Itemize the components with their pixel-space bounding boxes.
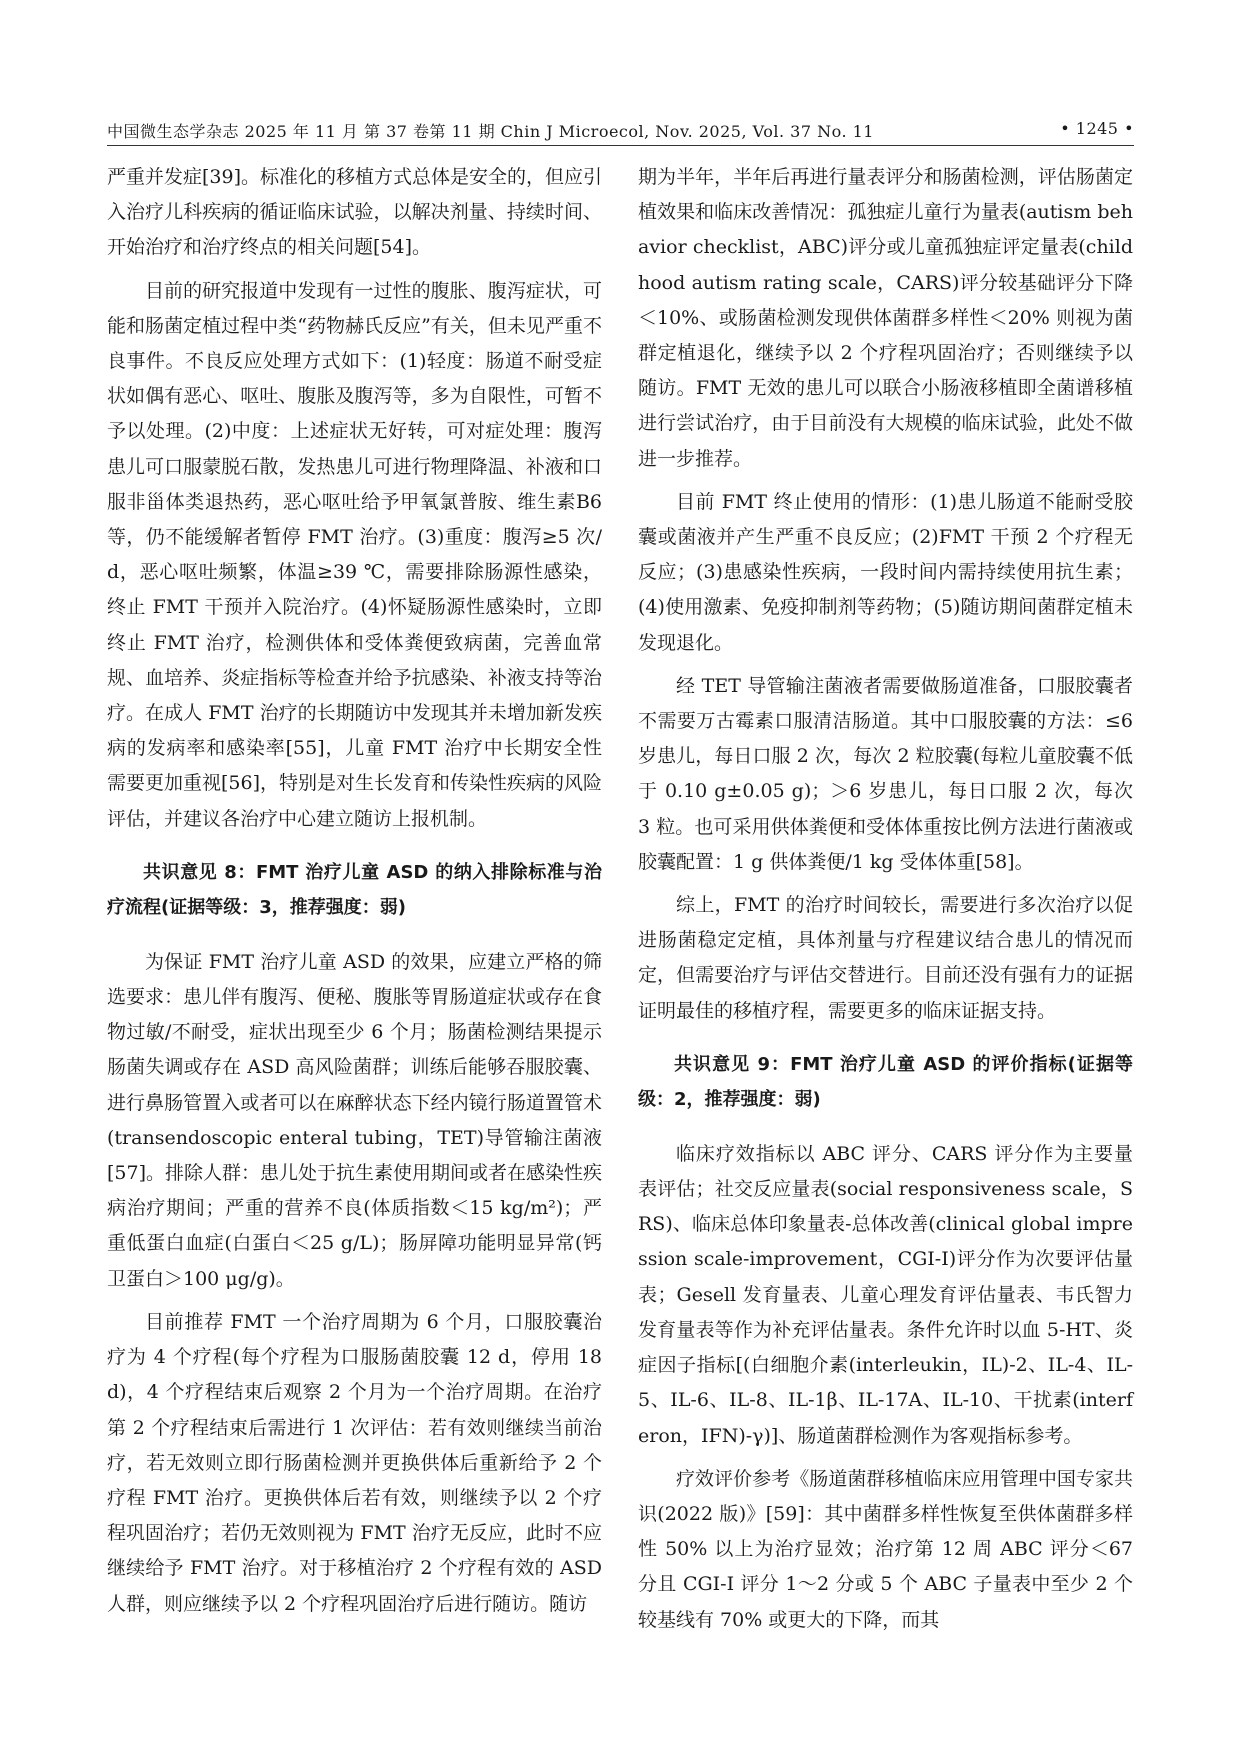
consensus-heading: 共识意见 9：FMT 治疗儿童 ASD 的评价指标(证据等级：2，推荐强度：弱): [638, 1053, 1133, 1110]
body-paragraph: 目前的研究报道中发现有一过性的腹胀、腹泻症状，可能和肠菌定植过程中类“药物赫氏反应”有关，但未见严重不良事件。不良反应处理方式如下：(1)轻度：肠道不耐受症状如偶有恶心、呕吐、腹胀及腹泻等，多为自限性，可暂不予以处理。(2)中度：上述症状无好转，可对症处理：腹泻患儿可口服蒙脱石散，发热患儿可进行物理降温、补液和口服非甾体类退热药，恶心呕吐给予甲氧氯普胺、维生素B6等，仍不能缓解者暂停 FMT 治疗。(3)重度：腹泻≥5 次/d，恶心呕吐频繁，体温≥39 ℃，需要排除肠源性感染，终止 FMT 干预并入院治疗。(4)怀疑肠源性感染时，立即终止 FMT 治疗，检测供体和受体粪便致病菌，完善血常规、血培养、炎症指标等检查并给予抗感染、补液支持等治疗。在成人 FMT 治疗的长期随访中发现其并未增加新发疾病的发病率和感染率[55]，儿童 FMT 治疗中长期安全性需要更加重视[56]，特别是对生长发育和传染性疾病的风险评估，并建议各治疗中心建立随访上报机制。: [107, 279, 603, 830]
consensus-heading: 共识意见 8：FMT 治疗儿童 ASD 的纳入排除标准与治疗流程(证据等级：3，推荐强度：弱): [107, 861, 602, 918]
body-paragraph: 目前推荐 FMT 一个治疗周期为 6 个月，口服胶囊治疗为 4 个疗程(每个疗程为口服肠菌胶囊 12 d，停用 18 d)，4 个疗程结束后观察 2 个月为一个治疗周期。在治疗第 2 个疗程结束后需进行 1 次评估：若有效则继续当前治疗，若无效则立即行肠菌检测并更换供体后重新给予 2 个疗程 FMT 治疗。更换供体后若有效，则继续予以 2 个疗程巩固治疗；若仍无效则视为 FMT 治疗无反应，此时不应继续给予 FMT 治疗。对于移植治疗 2 个疗程有效的 ASD 人群，则应继续予以 2 个疗程巩固治疗后进行随访。随访: [107, 1310, 602, 1615]
body-paragraph: 临床疗效指标以 ABC 评分、CARS 评分作为主要量表评估；社交反应量表(social responsiveness scale，SRS)、临床总体印象量表-总体改善(clinical global impression scale-improvement，CGI-I)评分作为次要评估量表；Gesell 发育量表、儿童心理发育评估量表、韦氏智力发育量表等作为补充评估量表。条件允许时以血 5-HT、炎症因子指标[(白细胞介素(interleukin，IL)-2、IL-4、IL-5、IL-6、IL-8、IL-1β、IL-17A、IL-10、干扰素(interferon，IFN)-γ)]、肠道菌群检测作为客观指标参考。: [638, 1142, 1133, 1447]
body-paragraph: 目前 FMT 终止使用的情形：(1)患儿肠道不能耐受胶囊或菌液并产生严重不良反应；(2)FMT 干预 2 个疗程无反应；(3)患感染性疾病，一段时间内需持续使用抗生素；(4)使用激素、免疫抑制剂等药物；(5)随访期间菌群定植未发现退化。: [638, 490, 1133, 654]
left-column: [107, 160, 602, 1622]
body-paragraph: 综上，FMT 的治疗时间较长，需要进行多次治疗以促进肠菌稳定定植，具体剂量与疗程建议结合患儿的情况而定，但需要治疗与评估交替进行。目前还没有强有力的证据证明最佳的移植疗程，需要更多的临床证据支持。: [638, 894, 1133, 1022]
running-header: [107, 113, 1134, 143]
right-column: [638, 160, 1133, 1638]
journal-info: 中国微生态学杂志 2025 年 11 月 第 37 卷第 11 期 Chin J Microecol, Nov. 2025, Vol. 37 No. 11: [107, 122, 874, 141]
page-number: • 1245 •: [1060, 119, 1134, 138]
body-paragraph: 经 TET 导管输注菌液者需要做肠道准备，口服胶囊者不需要万古霉素口服清洁肠道。其中口服胶囊的方法：≤6 岁患儿，每日口服 2 次，每次 2 粒胶囊(每粒儿童胶囊不低于 0.10 g±0.05 g)；＞6 岁患儿，每日口服 2 次，每次 3 粒。也可采用供体粪便和受体体重按比例方法进行菌液或胶囊配置：1 g 供体粪便/1 kg 受体体重[58]。: [638, 674, 1133, 873]
header-rule: [107, 145, 1134, 146]
body-paragraph: 严重并发症[39]。标准化的移植方式总体是安全的，但应引入治疗儿科疾病的循证临床试验，以解决剂量、持续时间、开始治疗和治疗终点的相关问题[54]。: [107, 166, 603, 259]
body-paragraph: 为保证 FMT 治疗儿童 ASD 的效果，应建立严格的筛选要求：患儿伴有腹泻、便秘、腹胀等胃肠道症状或存在食物过敏/不耐受，症状出现至少 6 个月；肠菌检测结果提示肠菌失调或存在 ASD 高风险菌群；训练后能够吞服胶囊、进行鼻肠管置入或者可以在麻醉状态下经内镜行肠道置管术(transendoscopic enteral tubing，TET)导管输注菌液[57]。排除人群：患儿处于抗生素使用期间或者在感染性疾病治疗期间；严重的营养不良(体质指数＜15 kg/m²)；严重低蛋白血症(白蛋白＜25 g/L)；肠屏障功能明显异常(钙卫蛋白＞100 μg/g)。: [107, 950, 603, 1290]
body-paragraph: 期为半年，半年后再进行量表评分和肠菌检测，评估肠菌定植效果和临床改善情况：孤独症儿童行为量表(autism behavior checklist，ABC)评分或儿童孤独症评定量表(childhood autism rating scale，CARS)评分较基础评分下降＜10%、或肠菌检测发现供体菌群多样性＜20% 则视为菌群定植退化，继续予以 2 个疗程巩固治疗；否则继续予以随访。FMT 无效的患儿可以联合小肠液移植即全菌谱移植进行尝试治疗，由于目前没有大规模的临床试验，此处不做进一步推荐。: [638, 166, 1133, 470]
body-paragraph: 疗效评价参考《肠道菌群移植临床应用管理中国专家共识(2022 版)》[59]：其中菌群多样性恢复至供体菌群多样性 50% 以上为治疗显效；治疗第 12 周 ABC 评分＜67 分且 CGI-I 评分 1～2 分或 5 个 ABC 子量表中至少 2 个较基线有 70% 或更大的下降，而其: [638, 1467, 1133, 1631]
